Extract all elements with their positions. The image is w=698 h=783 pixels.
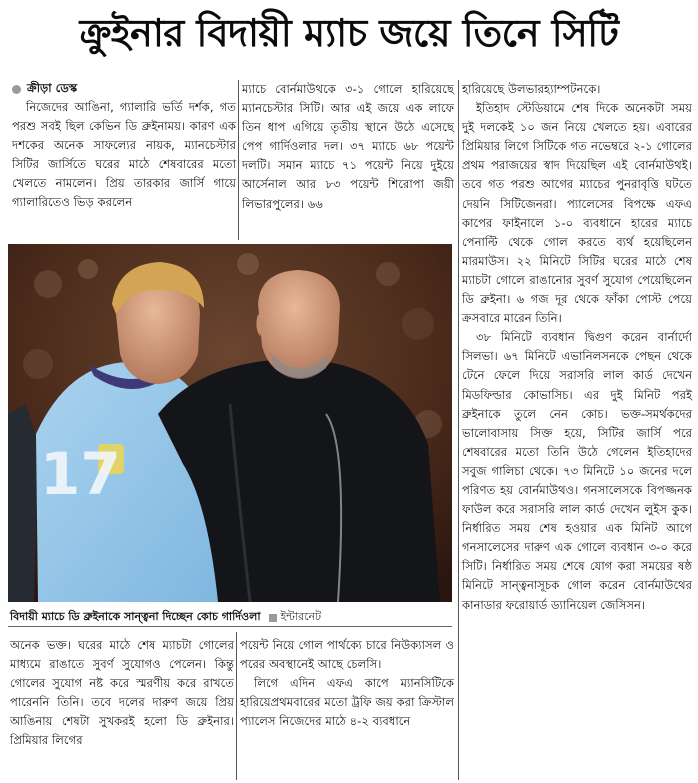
caption-text: বিদায়ী ম্যাচে ডি ব্রুইনাকে সান্ত্বনা দিচ্ছেন কোচ গার্দিওলা	[10, 610, 261, 623]
news-photo	[8, 244, 452, 602]
byline	[12, 80, 77, 99]
paragraph: পয়েন্ট নিয়ে গোল পার্থক্যে চারে নিউক্যাসল ও পরের অবস্থানেই আছে চেলসি।	[240, 638, 454, 672]
headline: ক্রুইনার বিদায়ী ম্যাচ জয়ে তিনে সিটি	[79, 11, 619, 55]
paragraph: ম্যাচে বোর্নমাউথকে ৩-১ গোলে হারিয়েছে ম্যানচেস্টার সিটি। আর এই জয়ে এক লাফে তিন ধাপ এগিয়ে তৃতীয় স্থানে উঠে এসেছে পেপ গার্দিওলার দল। ৩৭ ম্যাচে ৬৮ পয়েন্ট দলটি। সমান ম্যাচে ৭১ পয়েন্ট নিয়ে দুইয়ে আর্সেনাল আর ৮৩ পয়েন্ট শিরোপা জয়ী লিভারপুলের। ৬৬	[242, 82, 454, 211]
column-1-top	[12, 98, 236, 213]
byline-text: ক্রীড়া ডেস্ক	[27, 81, 78, 95]
column-2-top	[242, 80, 454, 214]
paragraph: ৩৮ মিনিটে ব্যবধান দ্বিগুণ করেন বার্নার্দো সিলভা। ৬৭ মিনিটে এভানিলসনকে পেছন থেকে টেনে ফেলে দিয়ে সরাসরি লাল কার্ড দেখেন মিডফিল্ডার কোভাসিচ। এর দুই মিনিট পরই ব্রুইনাকে তুলে নেন কোচ। ভক্ত-সমর্থকদের ভালোবাসায় সিক্ত হয়ে, সিটির জার্সি পরে শেষবারের মতো তিনি উঠে গেলেন ইতিহাদের সবুজ গালিচা থেকে। ৭৩ মিনিটে ১০ জনের দলে পরিণত হয় বোর্নমাউথও। গনসালেসকে বিপজ্জনক ফাউল করে সরাসরি লাল কার্ড দেখেন লুইস কুক। নির্ধারিত সময় শেষ হওয়ার এক মিনিট আগে গনসালেসের দারুণ এক গোলে ব্যবধান ৩-০ করে সিটি। নির্ধারিত সময় শেষে যোগ করা সময়ের ষষ্ঠ মিনিটে সান্ত্বনাসূচক গোল করেন বোর্নমাউথের কানাডার ফরোয়ার্ড ড্যানিয়েল জেসিসন।	[462, 330, 692, 612]
photo-credit: ইন্টারনেট	[280, 610, 322, 623]
column-3	[462, 80, 692, 615]
paragraph: লিগে এদিন এফএ কাপে ম্যানসিটিকে হারিয়েপ্রথমবারের মতো ট্রফি জয় করা ক্রিস্টাল প্যালেস নিজেদের মাঠে ৪-২ ব্যবধানে	[240, 676, 454, 729]
svg-text:17: 17	[40, 440, 121, 508]
caption-divider	[8, 626, 452, 627]
photo-illustration	[8, 244, 452, 602]
square-icon	[269, 614, 277, 622]
column-divider	[238, 80, 239, 240]
paragraph: ইতিহাদ স্টেডিয়ামে শেষ দিকে অনেকটা সময় দুই দলকেই ১০ জন নিয়ে খেলতে হয়। এবারের প্রিমিয়ার লিগে সিটিকে গত নভেম্বরে ২-১ গোলের প্রথম পরাজয়ের স্বাদ দিয়েছিল এই বোর্নমাউথই। তবে গত পরশু আগের ম্যাচের পুনরাবৃত্তি ঘটতে দেয়নি সিটিজেনরা। প্যালেসের বিপক্ষে এফএ কাপের ফাইনালে ১-০ ব্যবধানে হারের ম্যাচে পেনাল্টি থেকে গোল করতে ব্যর্থ হয়েছিলেন মারমাউস। ২২ মিনিটে সিটির ঘরের মাঠে শেষ ম্যাচটা গোলে রাঙানোর সুবর্ণ সুযোগ পেয়েছিলেন ডি ব্রুইনা। ৬ গজ দূর থেকে ফাঁকা পোস্ট পেয়ে ক্রসবারে মারেন তিনি।	[462, 101, 692, 326]
column-divider	[458, 80, 459, 780]
paragraph: নিজেদের আঙিনা, গ্যালারি ভর্তি দর্শক, গত পরশু সবই ছিল কেভিন ডি ব্রুইনাময়। কারণ এক দশকের অনেক সাফল্যের নায়ক, ম্যানচেস্টার সিটির জার্সিতে ঘরের মাঠে শেষবারের মতো খেলতে নামলেন। প্রিয় তারকার জার্সি গায়ে গ্যালারিতেও ভিড় করলেন	[12, 100, 236, 210]
bullet-icon	[12, 85, 21, 94]
paragraph: হারিয়েছে উলভারহ্যাম্পটনকে।	[462, 82, 601, 96]
column-2-bottom	[240, 636, 454, 731]
column-1-bottom	[10, 636, 234, 751]
photo-caption	[10, 608, 450, 627]
paragraph: অনেক ভক্ত। ঘরের মাঠে শেষ ম্যাচটা গোলের মাধ্যমে রাঙাতে সুবর্ণ সুযোগও পেলেন। কিন্তু গোলের সুযোগ নষ্ট করে স্মরণীয় করে রাখতে পারেননি তিনি। তবে দলের দারুণ জয়ে প্রিয় আঙিনায় শেষটা সুখকরই হলো ডি ব্রুইনার। প্রিমিয়ার লিগের	[10, 638, 234, 748]
column-divider	[236, 632, 237, 780]
